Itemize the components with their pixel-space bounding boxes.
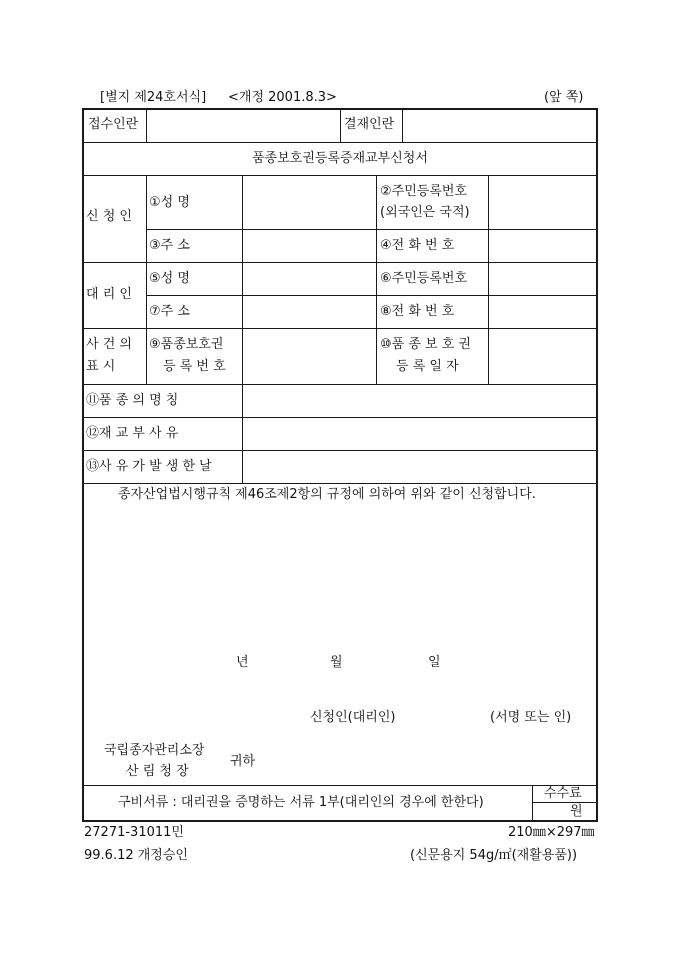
- approval-label: 결재인란: [344, 117, 395, 132]
- signature-seal-label: (서명 또는 인): [490, 710, 572, 725]
- rule-agent-end: [82, 328, 598, 329]
- reason-date-label: ⑬사 유 가 발 생 한 날: [86, 459, 212, 474]
- vrule-label-right: [488, 175, 489, 384]
- applicant-nationality-label: (외국인은 국적): [380, 205, 470, 220]
- agent-phone-label: ⑧전 화 번 호: [380, 304, 455, 319]
- vrule-group: [146, 175, 147, 384]
- vrule-approval-left: [340, 108, 341, 143]
- recipient-line-2: 산 림 청 장: [126, 764, 189, 779]
- agent-rrn-label: ⑥주민등록번호: [380, 271, 468, 286]
- applicant-rrn-label: ②주민등록번호: [380, 184, 468, 199]
- rule-variety-end: [82, 417, 598, 418]
- rule-agent-mid: [146, 295, 596, 296]
- recipient-line-1: 국립종자관리소장: [104, 743, 205, 758]
- receipt-label: 접수인란: [88, 117, 139, 132]
- form-code: 27271-31011민: [84, 825, 184, 840]
- rule-title: [82, 175, 598, 176]
- agent-address-label: ⑦주 소: [149, 304, 190, 319]
- vrule-label-left: [242, 175, 243, 483]
- rule-date-end: [82, 483, 598, 484]
- approval-date: 99.6.12 개정승인: [84, 848, 188, 863]
- fee-label: 수수료: [544, 786, 582, 801]
- rule-body-end: [82, 785, 598, 786]
- reg-no-label-2: 등 록 번 호: [163, 359, 226, 374]
- form-number: [별지 제24호서식]: [100, 90, 207, 105]
- reg-date-label-1: ⑩품 종 보 호 권: [380, 337, 471, 352]
- agent-name-label: ⑤성 명: [149, 271, 190, 286]
- date-month: 월: [330, 655, 343, 670]
- outer-border-right: [596, 108, 598, 822]
- recipient-suffix: 귀하: [230, 754, 256, 769]
- outer-border-left: [82, 108, 84, 822]
- vrule-receipt-label: [146, 108, 147, 143]
- case-group-label-2: 표 시: [86, 359, 116, 374]
- applicant-signature-label: 신청인(대리인): [310, 710, 396, 725]
- date-day: 일: [428, 655, 441, 670]
- applicant-group-label: 신 청 인: [86, 209, 132, 224]
- reg-no-label-1: ⑨품종보호권: [149, 337, 224, 352]
- page-side-label: (앞 쪽): [544, 90, 584, 105]
- reg-date-label-2: 등 록 일 자: [396, 359, 459, 374]
- required-documents: 구비서류 : 대리권을 증명하는 서류 1부(대리인의 경우에 한한다): [118, 795, 484, 810]
- applicant-name-label: ①성 명: [149, 195, 190, 210]
- case-group-label-1: 사 건 의: [86, 337, 132, 352]
- declaration-text: 종자산업법시행규칙 제46조제2항의 규정에 의하여 위와 같이 신청합니다.: [118, 487, 536, 502]
- rule-case-end: [82, 384, 598, 385]
- paper-spec: (신문용지 54g/㎡(재활용품)): [410, 848, 578, 863]
- agent-group-label: 대 리 인: [86, 287, 132, 302]
- outer-border-bottom: [82, 820, 598, 822]
- applicant-phone-label: ④전 화 번 호: [380, 238, 455, 253]
- revision-note: <개정 2001.8.3>: [228, 90, 337, 105]
- paper-size: 210㎜×297㎜: [508, 825, 595, 840]
- applicant-address-label: ③주 소: [149, 238, 190, 253]
- vrule-approval-label: [402, 108, 403, 143]
- fee-unit: 원: [570, 804, 583, 819]
- vrule-value-right: [376, 175, 377, 384]
- variety-name-label: ⑪품 종 의 명 칭: [86, 393, 179, 408]
- rule-applicant-mid: [146, 229, 596, 230]
- form-title: 품종보호권등록증재교부신청서: [252, 151, 428, 166]
- date-year: 년: [236, 655, 249, 670]
- vrule-fee: [532, 785, 533, 821]
- rule-reason-end: [82, 450, 598, 451]
- reissue-reason-label: ⑫재 교 부 사 유: [86, 426, 179, 441]
- rule-applicant-end: [82, 262, 598, 263]
